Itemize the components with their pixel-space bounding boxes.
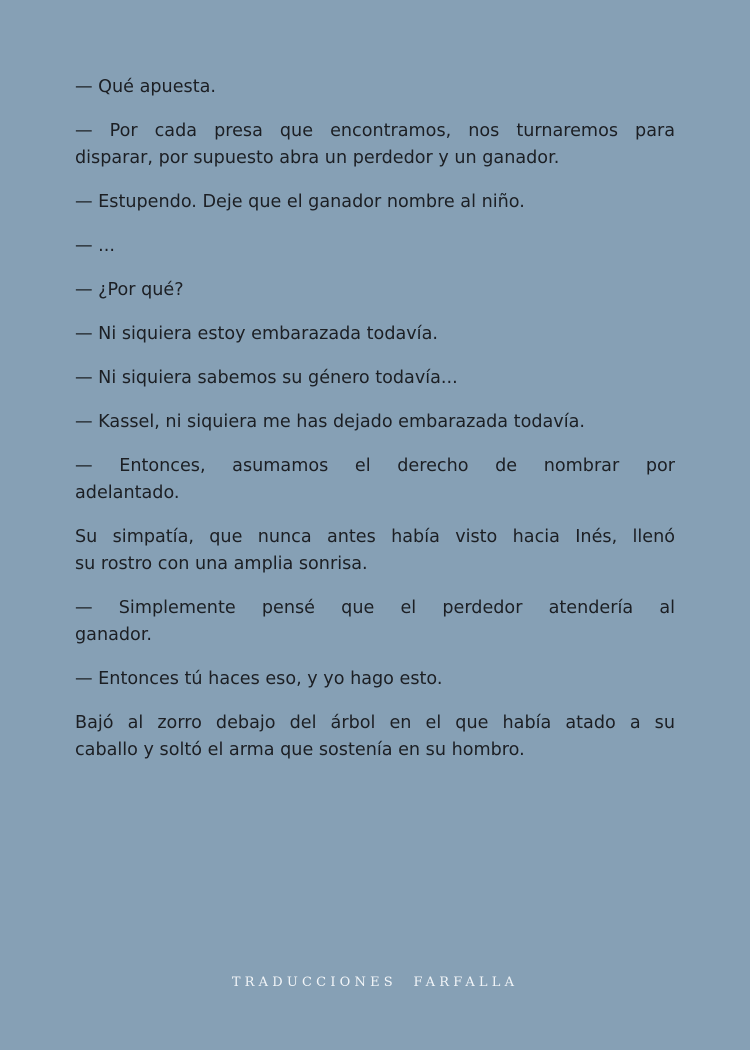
paragraph <box>75 666 675 693</box>
paragraph <box>75 595 675 649</box>
paragraph <box>75 524 675 578</box>
paragraph <box>75 710 675 764</box>
paragraph <box>75 409 675 436</box>
text-line: Su simpatía, que nunca antes había visto hacia Inés, llenó <box>75 527 675 547</box>
text-line: su rostro con una amplia sonrisa. <box>75 554 368 574</box>
paragraph <box>75 321 675 348</box>
paragraph <box>75 233 675 260</box>
text-line: — Kassel, ni siquiera me has dejado embarazada todavía. <box>75 412 585 432</box>
paragraph <box>75 453 675 507</box>
text-line: — Ni siquiera sabemos su género todavía... <box>75 368 458 388</box>
paragraph <box>75 118 675 172</box>
text-line: — Qué apuesta. <box>75 77 216 97</box>
text-line: caballo y soltó el arma que sostenía en su hombro. <box>75 740 525 760</box>
text-line: — ... <box>75 236 115 256</box>
paragraph <box>75 277 675 304</box>
paragraph <box>75 74 675 101</box>
paragraph <box>75 365 675 392</box>
text-line: — ¿Por qué? <box>75 280 184 300</box>
text-line: — Entonces, asumamos el derecho de nombrar por <box>75 456 675 476</box>
text-line: disparar, por supuesto abra un perdedor y un ganador. <box>75 148 560 168</box>
text-line: ganador. <box>75 625 153 645</box>
paragraph <box>75 189 675 216</box>
text-line: — Estupendo. Deje que el ganador nombre al niño. <box>75 192 525 212</box>
text-line: — Entonces tú haces eso, y yo hago esto. <box>75 669 443 689</box>
footer-credit: TRADUCCIONES FARFALLA <box>231 975 519 990</box>
text-line: — Simplemente pensé que el perdedor atendería al <box>75 598 675 618</box>
body-text <box>75 74 675 781</box>
text-line: Bajó al zorro debajo del árbol en el que había atado a su <box>75 713 675 733</box>
text-line: — Por cada presa que encontramos, nos turnaremos para <box>75 121 675 141</box>
text-line: — Ni siquiera estoy embarazada todavía. <box>75 324 438 344</box>
text-line: adelantado. <box>75 483 180 503</box>
